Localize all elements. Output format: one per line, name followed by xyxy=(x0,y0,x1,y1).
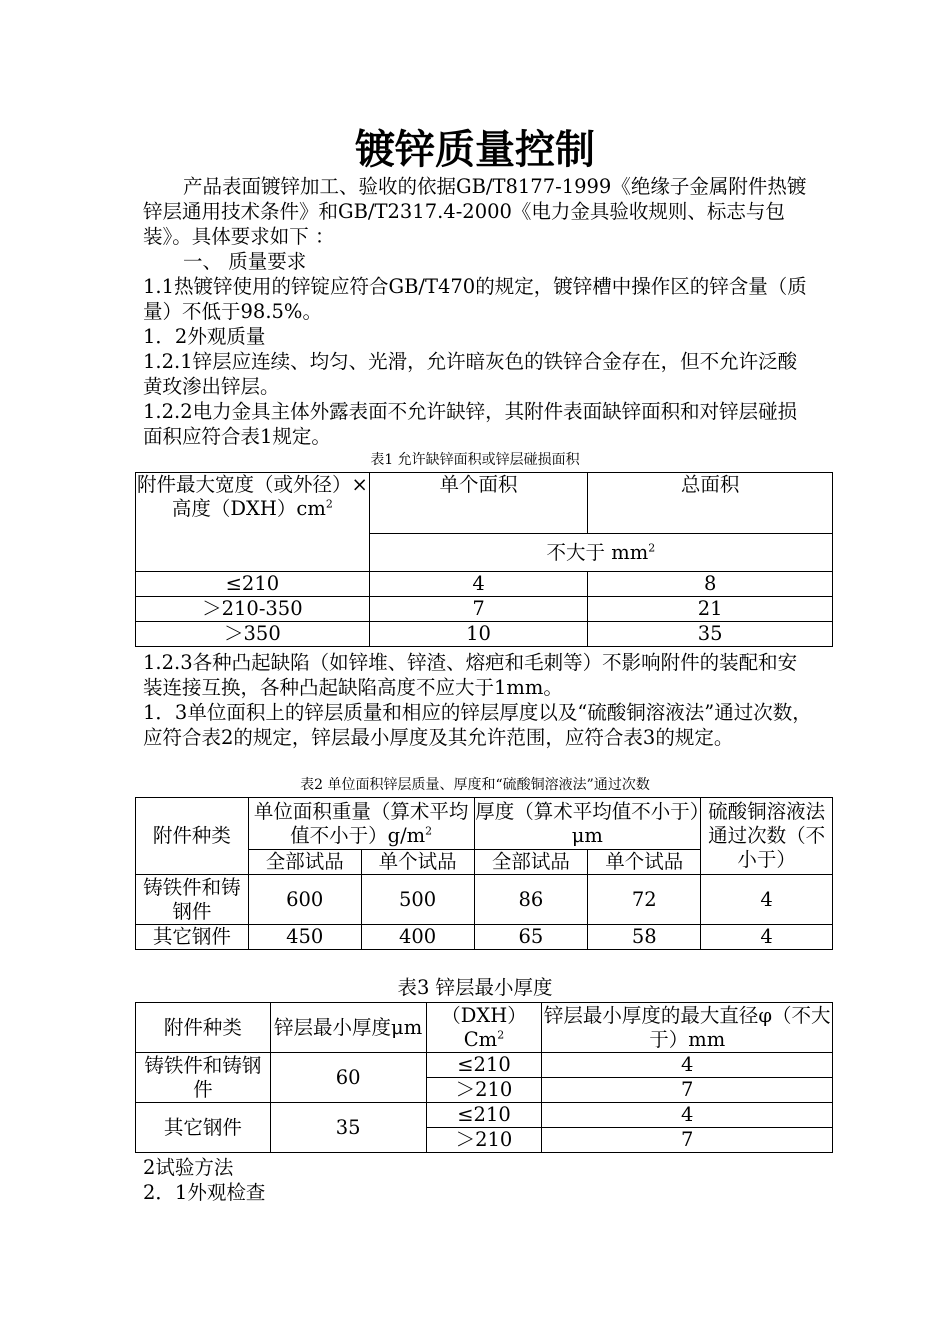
intro-paragraph: 产品表面镀锌加工、验收的依据GB/T8177-1999《绝缘子金属附件热镀锌层通用技术条件》和GB/T2317.4-2000《电力金具验收规则、标志与包装》。具体要求如下 ： xyxy=(143,175,807,248)
table1-single-cell: 4 xyxy=(369,572,588,597)
paragraph-1-2-3: 1.2.3各种凸起缺陷（如锌堆、锌渣、熔疤和毛刺等）不影响附件的装配和安装连接互换，各种凸起缺陷高度不应大于1mm。 xyxy=(143,651,798,699)
paragraph-2-1: 2．1外观检查 xyxy=(143,1181,266,1204)
table-row xyxy=(136,572,833,597)
intro-block xyxy=(143,174,813,449)
table1-total-cell: 35 xyxy=(588,622,833,647)
table3-min-cell: 60 xyxy=(270,1053,426,1103)
table2-sub-single-weight: 单个试品 xyxy=(361,850,474,875)
table3-range-cell: ≤210 xyxy=(426,1053,542,1078)
table3-header-type: 附件种类 xyxy=(136,1003,271,1053)
table2-cell: 4 xyxy=(701,875,833,925)
table1-total-cell: 8 xyxy=(588,572,833,597)
section2-block xyxy=(143,1155,813,1205)
table2-header-type: 附件种类 xyxy=(136,798,249,875)
table-row xyxy=(136,1103,833,1128)
table3-range-cell: ≤210 xyxy=(426,1103,542,1128)
table2-cell: 58 xyxy=(588,925,701,950)
table3-range-cell: ＞210 xyxy=(426,1128,542,1153)
table3-caption: 表3 锌层最小厚度 xyxy=(397,976,553,999)
table1-single-cell: 10 xyxy=(369,622,588,647)
table2-header-thickness: 厚度（算术平均值不小于）μm xyxy=(474,798,701,850)
table1-range-cell: ≤210 xyxy=(136,572,370,597)
table2-sub-all-thickness: 全部试品 xyxy=(474,850,588,875)
table1-total-cell: 21 xyxy=(588,597,833,622)
table3-max-cell: 7 xyxy=(542,1078,833,1103)
table2-cell: 450 xyxy=(248,925,361,950)
table2-sub-all-weight: 全部试品 xyxy=(248,850,361,875)
table2-cell: 400 xyxy=(361,925,474,950)
table3-range-cell: ＞210 xyxy=(426,1078,542,1103)
table3-header-dxh: （DXH）Cm$^2$ xyxy=(426,1003,542,1053)
table2-header-count: 硫酸铜溶液法通过次数（不小于） xyxy=(701,798,833,875)
table3-header-min: 锌层最小厚度μm xyxy=(270,1003,426,1053)
paragraph-1-3: 1．3单位面积上的锌层质量和相应的锌层厚度以及“硫酸铜溶液法”通过次数，应符合表2的规定，锌层最小厚度及其允许范围，应符合表3的规定。 xyxy=(143,701,812,749)
table1-header-total: 总面积 xyxy=(588,473,833,534)
table2-cell: 500 xyxy=(361,875,474,925)
table2 xyxy=(135,797,833,950)
table3-max-cell: 4 xyxy=(542,1053,833,1078)
middle-block xyxy=(143,650,813,750)
table1 xyxy=(135,472,833,647)
section-heading-2: 2试验方法 xyxy=(143,1156,234,1179)
table3-max-cell: 4 xyxy=(542,1103,833,1128)
table1-unit-row: 不大于 $mm^2$ xyxy=(369,534,832,572)
section-heading-1: 一、 质量要求 xyxy=(183,250,307,273)
table-row xyxy=(136,925,833,950)
paragraph-1-2-1: 1.2.1锌层应连续、均匀、光滑，允许暗灰色的铁锌合金存在，但不允许泛酸黄玫渗出锌层。 xyxy=(143,350,798,398)
table-row xyxy=(136,875,833,925)
table2-cell: 4 xyxy=(701,925,833,950)
table1-header-size: 附件最大宽度（或外径）×高度$(DXH)cm^2$ xyxy=(136,473,370,572)
table1-range-cell: ＞350 xyxy=(136,622,370,647)
table2-cell: 86 xyxy=(474,875,588,925)
table2-cell: 72 xyxy=(588,875,701,925)
table3-max-cell: 7 xyxy=(542,1128,833,1153)
table1-single-cell: 7 xyxy=(369,597,588,622)
table2-sub-single-thickness: 单个试品 xyxy=(588,850,701,875)
table2-type-cell: 铸铁件和铸钢件 xyxy=(136,875,249,925)
paragraph-1-2-2: 1.2.2电力金具主体外露表面不允许缺锌，其附件表面缺锌面积和对锌层碰损面积应符合表1规定。 xyxy=(143,400,798,448)
table1-range-cell: ＞210-350 xyxy=(136,597,370,622)
paragraph-1-1: 1.1热镀锌使用的锌锭应符合GB/T470的规定，镀锌槽中操作区的锌含量（质量）不低于98.5%。 xyxy=(143,275,807,323)
paragraph-1-2: 1．2外观质量 xyxy=(143,325,266,348)
page-title: 镀锌质量控制 xyxy=(355,126,595,173)
table1-header-single: 单个面积 xyxy=(369,473,588,534)
table3-min-cell: 35 xyxy=(270,1103,426,1153)
table2-type-cell: 其它钢件 xyxy=(136,925,249,950)
table2-cell: 65 xyxy=(474,925,588,950)
table2-cell: 600 xyxy=(248,875,361,925)
table-row xyxy=(136,1053,833,1078)
table1-caption: 表1 允许缺锌面积或锌层碰损面积 xyxy=(370,452,580,468)
table3 xyxy=(135,1002,833,1153)
table2-header-weight: 单位面积重量（算术平均值不小于）$g/m^2$ xyxy=(248,798,474,850)
table3-type-cell: 铸铁件和铸钢件 xyxy=(136,1053,271,1103)
table3-type-cell: 其它钢件 xyxy=(136,1103,271,1153)
table-row xyxy=(136,597,833,622)
table2-caption: 表2 单位面积锌层质量、厚度和“硫酸铜溶液法”通过次数 xyxy=(300,777,650,793)
table-row xyxy=(136,622,833,647)
table3-header-max: 锌层最小厚度的最大直径φ（不大于）mm xyxy=(543,1003,831,1051)
